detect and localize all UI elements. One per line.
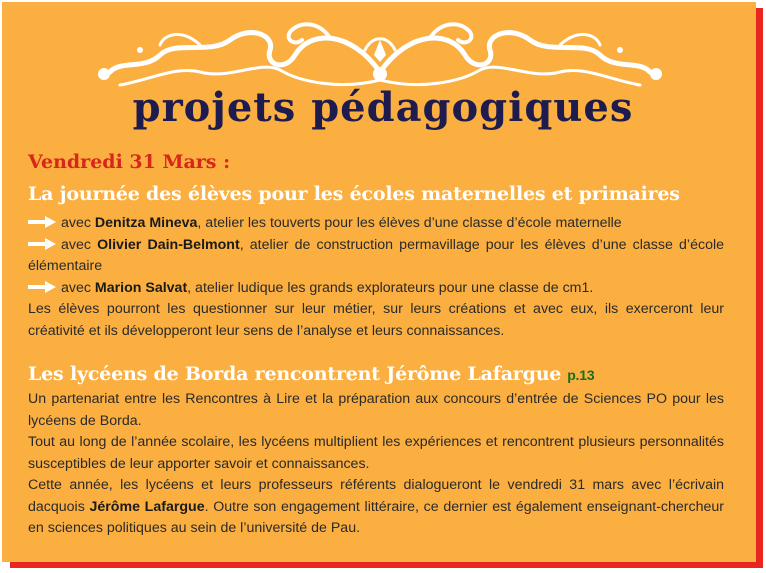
list-item: avec Olivier Dain-Belmont, atelier de construction permavillage pour les élèves d’une classe d’école élémentaire (28, 236, 725, 274)
artist-name: Denitza Mineva (94, 215, 198, 231)
section-1-body (28, 213, 724, 342)
arrow-right-icon (28, 216, 56, 228)
arrow-right-icon (28, 281, 56, 293)
author-name: Jérôme Lafargue (89, 498, 205, 515)
section-2-paragraph-3: Cette année, les lycéens et leurs professeurs référents dialogueront le vendredi 31 mars avec l’écrivain dacquois Jérôme Lafargue. Outre son engagement littéraire, ce dernier est également enseignant-chercheur en sciences politiques au sein de l’université de Pau. (28, 477, 725, 536)
section-2-heading: Les lycéens de Borda rencontrent Jérôme Lafargue p.13 (28, 363, 595, 385)
card-shadow-bottom (10, 562, 763, 568)
list-item: avec Denitza Mineva, atelier les touverts pour les élèves d’une classe d’école maternelle (28, 213, 724, 235)
page-title: projets pédagogiques (132, 84, 634, 131)
page-reference: p.13 (567, 367, 595, 383)
artist-name: Marion Salvat (94, 279, 188, 296)
section-2-paragraph-1: Un partenariat entre les Rencontres à Lire et la préparation aux concours d’entrée de Sciences PO pour les lycéens de Borda. (28, 391, 724, 429)
date-heading: Vendredi 31 Mars : (28, 151, 231, 173)
artist-name: Olivier Dain-Belmont (97, 236, 240, 253)
section-2-body (28, 389, 724, 540)
section-1-paragraph: Les élèves pourront les questionner sur leur métier, sur leurs créations et avec eux, ils exerceront leur créativité et ils développeront leur sens de l’analyse et leurs connaissances. (28, 301, 724, 339)
arrow-right-icon (28, 238, 56, 250)
section-2-paragraph-2: Tout au long de l’année scolaire, les lycéens multiplient les expériences et rencontrent plusieurs personnalités susceptibles de leur apporter savoir et connaissances. (28, 434, 724, 472)
section-1-heading: La journée des élèves pour les écoles maternelles et primaires (28, 183, 680, 205)
list-item: avec Marion Salvat, atelier ludique les grands explorateurs pour une classe de cm1. (28, 278, 724, 300)
